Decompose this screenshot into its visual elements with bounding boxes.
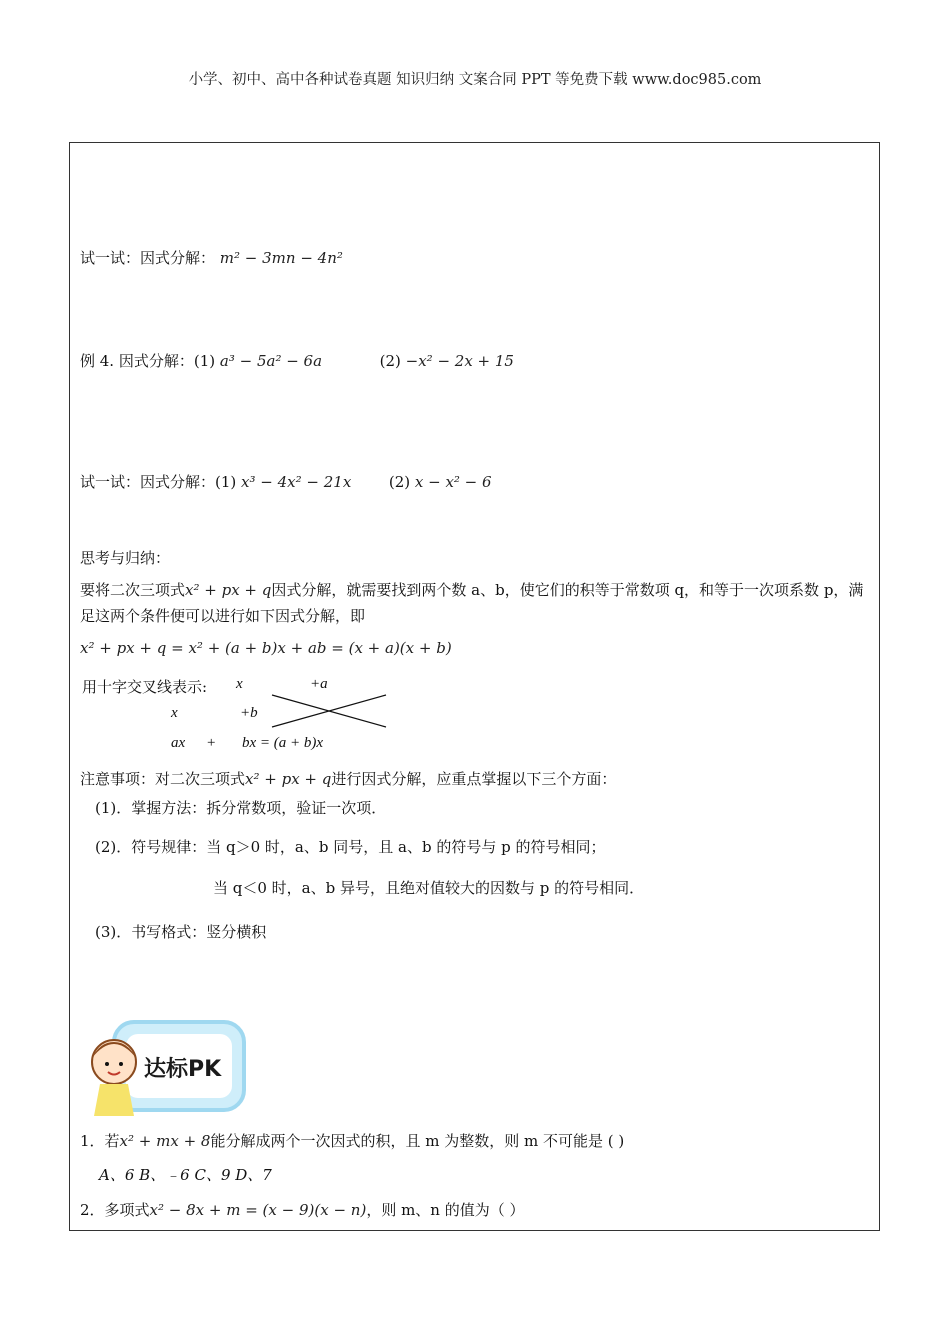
question-1	[80, 1130, 624, 1151]
notes-title-part-1: 注意事项：对二次三项式	[80, 770, 246, 788]
cross-method-label: 用十字交叉线表示:	[82, 678, 208, 696]
try-1	[80, 247, 343, 268]
badge-text: 达标PK	[144, 1057, 222, 1082]
badge-dabiao-pk	[78, 1012, 248, 1122]
question-1-options: A、6 B、﹣6 C、9 D、7	[99, 1166, 272, 1184]
try-2-expression-2: x − x² − 6	[414, 473, 492, 491]
cross-x-top: x	[236, 676, 243, 692]
try-1-label: 试一试：因式分解：	[80, 249, 216, 267]
try-2-expression-1: x³ − 4x² − 21x	[241, 473, 352, 491]
try-2-label: 试一试：因式分解：(1)	[80, 473, 237, 491]
note-2b: 当 q＜0 时，a、b 异号，且绝对值较大的因数与 p 的符号相同．	[213, 879, 645, 897]
question-2	[80, 1199, 525, 1220]
think-paragraph-expression: x² + px + q	[185, 581, 272, 599]
question-1-expression: x² + mx + 8	[119, 1132, 211, 1150]
example-4-label: 例 4. 因式分解：(1)	[80, 352, 216, 370]
try-2-label-2: (2)	[388, 473, 411, 491]
page-header: 小学、初中、高中各种试卷真题 知识归纳 文案合同 PPT 等免费下载 www.doc985.com	[188, 72, 762, 88]
factoring-formula: x² + px + q = x² + (a + b)x + ab = (x + a)(x + b)	[80, 639, 452, 657]
think-paragraph-part-1: 要将二次三项式	[80, 581, 186, 599]
cross-bx-result: bx = (a + b)x	[242, 735, 324, 751]
question-1-prefix: 1．若	[80, 1132, 120, 1150]
note-1: (1)．掌握方法：拆分常数项，验证一次项．	[95, 799, 387, 817]
example-4	[80, 350, 514, 371]
think-title: 思考与归纳：	[80, 549, 171, 567]
try-1-expression: m² − 3mn − 4n²	[219, 249, 343, 267]
question-2-suffix: ，则 m、n 的值为（ ）	[366, 1201, 525, 1219]
notes-title	[80, 768, 616, 789]
notes-title-part-2: 进行因式分解，应重点掌握以下三个方面：	[331, 770, 617, 788]
example-4-expression-2: −x² − 2x + 15	[405, 352, 514, 370]
cross-plus: +	[207, 735, 216, 751]
question-1-suffix: 能分解成两个一次因式的积，且 m 为整数，则 m 不可能是 ( )	[210, 1132, 625, 1150]
example-4-label-2: (2)	[379, 352, 401, 370]
cross-a: +a	[310, 676, 328, 692]
question-2-expression: x² − 8x + m = (x − 9)(x − n)	[149, 1201, 367, 1219]
think-paragraph-part-2: 因式分解，就需要找到两个数 a、b，使它们的积等于常数项 q，和等于一次项系数 p，满足这两个条件便可以进行如下因式分解，即	[80, 581, 864, 625]
cross-lines	[270, 693, 390, 729]
try-2	[80, 471, 492, 492]
notes-title-expression: x² + px + q	[245, 770, 332, 788]
question-2-prefix: 2．多项式	[80, 1201, 150, 1219]
think-paragraph	[80, 577, 875, 629]
example-4-expression-1: a³ − 5a² − 6a	[219, 352, 323, 370]
cross-b: +b	[240, 705, 258, 721]
note-3: (3)．书写格式：竖分横积	[95, 923, 267, 941]
note-2: (2)．符号规律：当 q＞0 时，a、b 同号，且 a、b 的符号与 p 的符号相同；	[95, 838, 606, 856]
cross-ax: ax	[171, 735, 186, 751]
cross-x-bottom: x	[171, 705, 178, 721]
